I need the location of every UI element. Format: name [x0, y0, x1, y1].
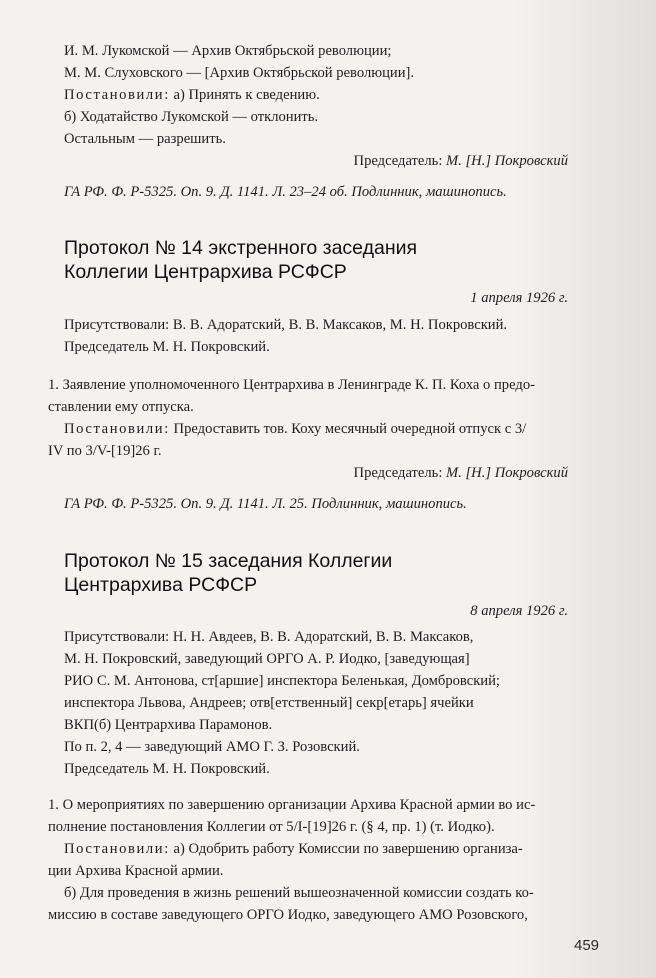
agenda-item: 1. Заявление уполномоченного Центрархива в Ленинграде К. П. Коха о предо- [48, 377, 535, 393]
list-line: И. М. Лукомской — Архив Октябрьской революции; [64, 43, 392, 59]
resolved-text: а) Принять к сведению. [169, 87, 320, 103]
resolution [64, 86, 320, 104]
attendees: М. Н. Покровский, заведующий ОРГО А. Р. Иодко, [заведующая] [64, 651, 470, 667]
chair-label: Председатель: [353, 465, 447, 481]
chair-name: М. [Н.] Покровский [446, 465, 568, 481]
resolved-label: Постановили: [64, 421, 170, 437]
attendees: РИО С. М. Антонова, ст[аршие] инспектора Беленькая, Домбровский; [64, 673, 500, 689]
resolved-text: Предоставить тов. Коху месячный очередной отпуск с 3/ [169, 421, 527, 437]
protocol-title: Протокол № 15 заседания Коллегии [64, 550, 393, 572]
chair-signature [354, 152, 568, 170]
resolution [64, 840, 523, 858]
resolution: ции Архива Красной армии. [48, 863, 224, 879]
protocol-title: Центрархива РСФСР [64, 574, 258, 596]
agenda-item: ставлении ему отпуска. [48, 399, 194, 415]
agenda-item: полнение постановления Коллегии от 5/I-[19]26 г. (§ 4, пр. 1) (т. Иодко). [48, 819, 495, 835]
resolution-item: миссию в составе заведующего ОРГО Иодко, заведующего АМО Розовского, [48, 907, 528, 923]
resolution: IV по 3/V-[19]26 г. [48, 443, 162, 459]
resolution [64, 420, 526, 438]
items-note: По п. 2, 4 — заведующий АМО Г. З. Розовский. [64, 739, 360, 755]
chairman: Председатель М. Н. Покровский. [64, 339, 270, 355]
agenda-item: 1. О мероприятиях по завершению организации Архива Красной армии во ис- [48, 797, 536, 813]
protocol-date: 1 апреля 1926 г. [470, 290, 568, 306]
attendees: Присутствовали: В. В. Адоратский, В. В. Максаков, М. Н. Покровский. [64, 317, 508, 333]
attendees: ВКП(б) Центрархива Парамонов. [64, 717, 273, 733]
chair-name: М. [Н.] Покровский [446, 153, 568, 169]
archive-source: ГА РФ. Ф. Р-5325. Оп. 9. Д. 1141. Л. 25. Подлинник, машинопись. [64, 496, 467, 512]
chairman: Председатель М. Н. Покровский. [64, 761, 270, 777]
resolution-item: б) Ходатайство Лукомской — отклонить. [64, 109, 319, 125]
resolved-label: Постановили: [64, 841, 170, 857]
protocol-date: 8 апреля 1926 г. [470, 603, 568, 619]
chair-label: Председатель: [353, 153, 447, 169]
resolved-text: а) Одобрить работу Комиссии по завершению организа- [169, 841, 523, 857]
protocol-title: Коллегии Центрархива РСФСР [64, 261, 347, 283]
protocol-title: Протокол № 14 экстренного заседания [64, 237, 418, 259]
attendees: инспектора Львова, Андреев; отв[етственный] секр[етарь] ячейки [64, 695, 474, 711]
list-line: М. М. Слуховского — [Архив Октябрьской революции]. [64, 65, 415, 81]
resolution-item: Остальным — разрешить. [64, 131, 226, 147]
attendees: Присутствовали: Н. Н. Авдеев, В. В. Адоратский, В. В. Максаков, [64, 629, 474, 645]
page-number: 459 [574, 937, 600, 954]
archive-source: ГА РФ. Ф. Р-5325. Оп. 9. Д. 1141. Л. 23–24 об. Подлинник, машинопись. [64, 184, 507, 200]
resolution-item: б) Для проведения в жизнь решений вышеозначенной комиссии создать ко- [64, 885, 534, 901]
resolved-label: Постановили: [64, 87, 170, 103]
chair-signature [354, 464, 568, 482]
